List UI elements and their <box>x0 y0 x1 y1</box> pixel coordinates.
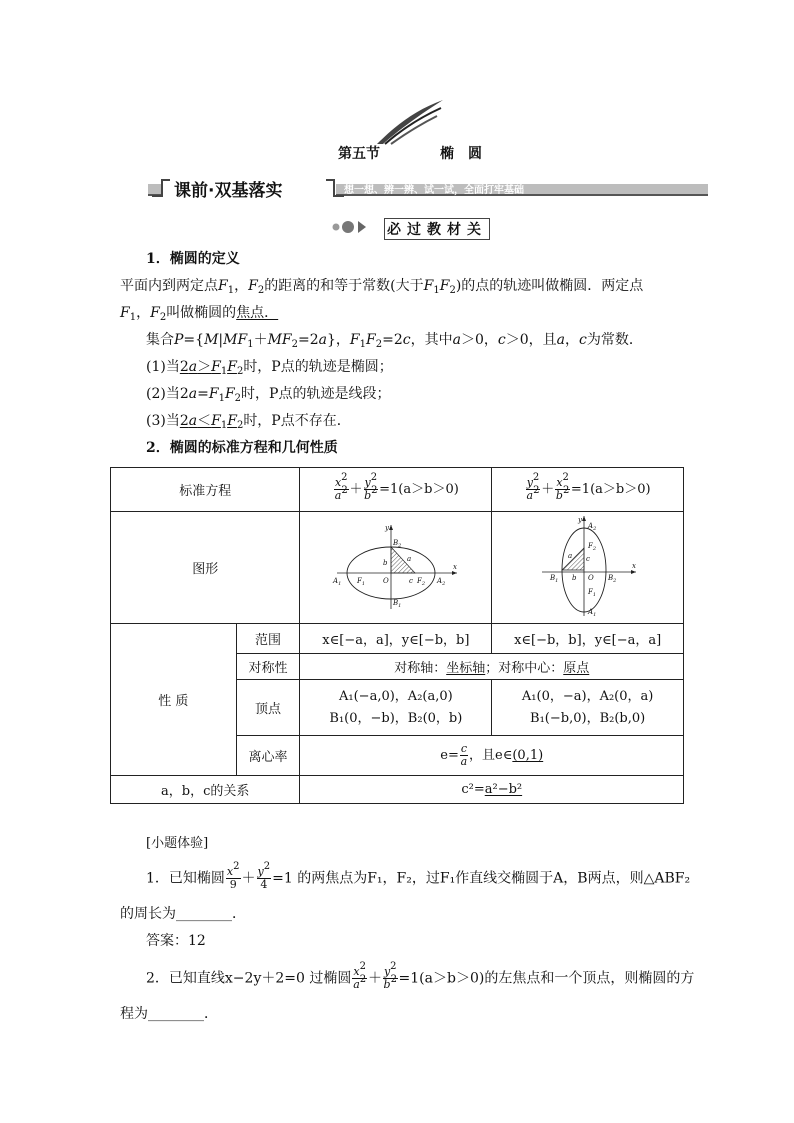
svg-text:F2: $F_2$ <box>587 541 596 552</box>
header-swoosh-decoration <box>375 98 445 146</box>
dots-icon <box>330 216 382 238</box>
abc-relation-value: c²=a²−b² <box>300 776 684 804</box>
table-heading: 2．椭圆的标准方程和几何性质 <box>146 440 338 456</box>
properties-table <box>110 467 684 804</box>
svg-text:A2: $A_2$ <box>436 576 446 587</box>
symmetry-value: 对称轴：坐标轴；对称中心：原点 <box>300 654 684 680</box>
svg-text:F1: $F_1$ <box>356 576 365 587</box>
svg-text:A1: $A_1$ <box>332 576 342 587</box>
svg-text:B2: $B_2$ <box>392 538 402 549</box>
svg-text:b: b <box>382 558 388 567</box>
row-label-graph: 图形 <box>111 512 300 624</box>
row-label-abc-relation: a，b，c的关系 <box>111 776 300 804</box>
definition-line-2: $F_1$，$F_2$叫做椭圆的焦点． <box>120 305 279 323</box>
equation-horizontal: $\frac{x^2}{a^2}$ ＋ $\frac{y^2}{b^2}$ =1(a＞b＞0) <box>300 468 492 512</box>
svg-text:B1: $B_1$ <box>392 598 402 609</box>
svg-text:B1: $B_1$ <box>549 573 558 584</box>
vertical-ellipse-figure <box>538 514 638 618</box>
banner-main: 课前·双基落实 <box>174 181 283 201</box>
answer-1: 答案：12 <box>146 933 206 949</box>
set-definition: 集合$P=\{M|MF_1+MF_2=2a\}$，$F_1F_2=2c$，其中a＞0，c＞0，且a，c为常数． <box>146 332 643 350</box>
question-2-line-1: 2．已知直线x−2y＋2=0 过椭圆 $\frac{x^2}{a^2}$ ＋ $\frac{y^2}{b^2}$ =1(a＞b＞0)的左焦点和一个顶点，则椭圆的方 <box>146 961 695 991</box>
svg-text:O: O <box>382 576 389 585</box>
eccentricity-value: e= $\frac{c}{a}$ ，且e∈(0,1) <box>300 736 684 776</box>
svg-text:a: a <box>567 551 572 560</box>
equation-vertical: $\frac{y^2}{a^2}$ ＋ $\frac{x^2}{b^2}$ =1(a＞b＞0) <box>492 468 684 512</box>
case-1: (1)当$2a>F_1F_2$时，P点的轨迹是椭圆； <box>146 359 393 377</box>
banner-sub: 想一想、辨一辨、试一试，全面打牢基础 <box>344 185 524 196</box>
svg-text:O: O <box>587 573 594 582</box>
definition-line-1: 平面内到两定点$F_1$，$F_2$的距离的和等于常数(大于$F_1F_2$)的点的轨迹叫做椭圆．两定点 <box>120 278 644 296</box>
graph-vertical-ellipse <box>492 512 684 624</box>
row-label-vertex: 顶点 <box>236 680 300 736</box>
vertex-vertical: A₁(0，−a)，A₂(0，a) B₁(−b,0)，B₂(b,0) <box>492 680 684 736</box>
section-number: 第五节 <box>338 146 380 162</box>
svg-text:A2: $A_2$ <box>587 521 596 532</box>
graph-horizontal-ellipse <box>300 512 492 624</box>
svg-text:b: b <box>571 573 577 582</box>
vertex-horizontal: A₁(−a,0)，A₂(a,0) B₁(0，−b)，B₂(0，b) <box>300 680 492 736</box>
subsection-label: 必过教材关 <box>384 218 490 240</box>
question-1-line-2: 的周长为________． <box>120 906 246 922</box>
practice-heading: [小题体验] <box>146 836 209 851</box>
svg-text:B2: $B_2$ <box>607 573 616 584</box>
section-title: 椭 圆 <box>440 146 482 162</box>
svg-text:a: a <box>406 554 412 563</box>
question-2-line-2: 程为________． <box>120 1006 218 1022</box>
horizontal-ellipse-figure <box>331 521 461 611</box>
case-2: (2)当$2a=F_1F_2$时，P点的轨迹是线段； <box>146 386 391 404</box>
svg-text:F1: $F_1$ <box>587 587 596 598</box>
svg-text:F2: $F_2$ <box>416 576 425 587</box>
definition-heading: 1．椭圆的定义 <box>146 251 240 267</box>
svg-text:y: y <box>384 523 389 532</box>
row-label-symmetry: 对称性 <box>236 654 300 680</box>
case-3: (3)当$2a<F_1F_2$时，P点不存在． <box>146 413 351 431</box>
range-vertical: x∈[−b，b]，y∈[−a，a] <box>492 624 684 654</box>
svg-text:A1: $A_1$ <box>587 607 596 618</box>
row-label-properties: 性 质 <box>111 624 237 776</box>
row-label-eccentricity: 离心率 <box>236 736 300 776</box>
svg-text:c: c <box>585 554 590 563</box>
svg-text:x: x <box>452 562 457 571</box>
range-horizontal: x∈[−a，a]，y∈[−b，b] <box>300 624 492 654</box>
banner <box>148 178 708 201</box>
question-1-line-1: 1．已知椭圆 $\frac{x^2}{9}$ ＋ $\frac{y^2}{4}$ =1 的两焦点为F₁，F₂，过F₁作直线交椭圆于A，B两点，则△ABF₂ <box>146 861 691 891</box>
row-label-range: 范围 <box>236 624 300 654</box>
row-label-standard-equation: 标准方程 <box>111 468 300 512</box>
svg-text:x: x <box>631 561 636 570</box>
svg-text:c: c <box>408 576 413 585</box>
focus-term: 焦点． <box>236 305 279 321</box>
svg-text:y: y <box>577 515 582 524</box>
